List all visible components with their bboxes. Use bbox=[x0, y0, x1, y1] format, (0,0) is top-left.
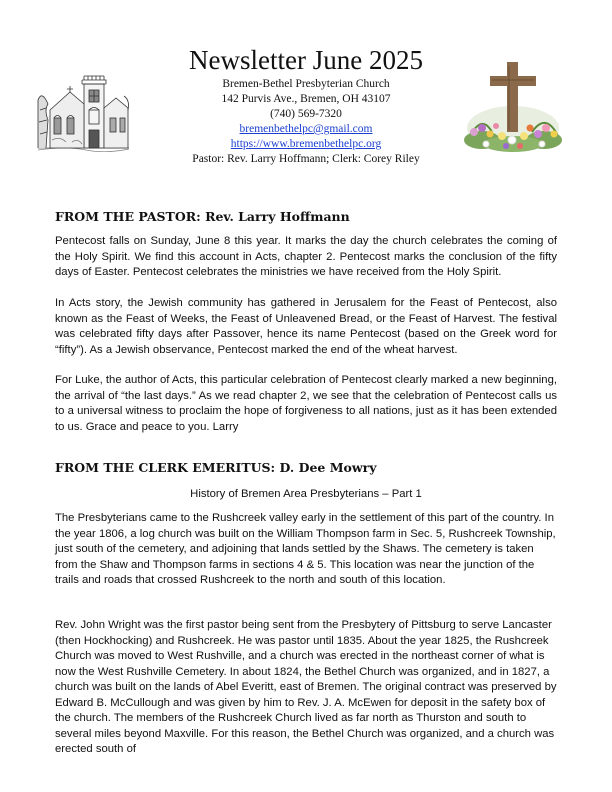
clerk-paragraph-1: The Presbyterians came to the Rushcreek valley early in the settlement of this part of the country. In the year 1806, a log church was built on the William Thompson farm in Sec. 5, Rushcreek Township, just south of the cemetery, and adjoining that lands settled by the Shaws. The cemetery is taken from the Shaw and Thompson farms in sections 4 & 5. This location was near the junction of the trails and roads that crossed Rushcreek to the north and south of this location. bbox=[55, 512, 556, 586]
cross-with-flowers-image bbox=[462, 58, 564, 154]
church-address: 142 Purvis Ave., Bremen, OH 43107 bbox=[221, 93, 391, 105]
clerk-paragraph-2: Rev. John Wright was the first pastor being sent from the Presbytery of Pittsburg to serve Lancaster (then Hockhocking) and Rushcreek. He was pastor until 1835. About the year 1825, the Rushcreek Church was moved to West Rushville, and a church was erected in the northeast corner of what is now the West Rushville Cemetery. In about 1824, the Bethel Church was organized, and in 1827, a church was built on the lands of Abel Everitt, east of Bremen. The original contract was preserved by Edward B. McCullough and was given by him to Rev. J. A. McEwen for deposit in the safety box of the church. The members of the Rushcreek Church lived as far north as Thurston and south to several miles beyond Maxville. For this reason, the Bethel Church was organized, and a church was erected south of bbox=[55, 619, 557, 755]
church-name: Bremen-Bethel Presbyterian Church bbox=[222, 78, 390, 90]
staff-line: Pastor: Rev. Larry Hoffmann; Clerk: Corey Riley bbox=[192, 153, 420, 165]
newsletter-title: Newsletter June 2025 bbox=[189, 45, 423, 75]
history-subtitle: History of Bremen Area Presbyterians – Part 1 bbox=[190, 488, 422, 500]
pastor-paragraph-3: For Luke, the author of Acts, this particular celebration of Pentecost clearly marked a new beginning, the arrival of “the last days.” As we read chapter 2, we see that the celebration of Pentecost calls us to a universal witness to proclaim the hope of forgiveness to all nations, just as it has been extended to us. Grace and peace to you. Larry bbox=[55, 374, 557, 433]
clerk-section-heading: FROM THE CLERK EMERITUS: D. Dee Mowry bbox=[55, 460, 377, 475]
pastor-section-heading: FROM THE PASTOR: Rev. Larry Hoffmann bbox=[55, 209, 350, 224]
newsletter-header bbox=[0, 0, 612, 175]
church-phone: (740) 569-7320 bbox=[270, 108, 342, 120]
email-link[interactable]: bremenbethelpc@gmail.com bbox=[239, 123, 373, 135]
website-link[interactable]: https://www.bremenbethelpc.org bbox=[230, 138, 382, 150]
pastor-paragraph-2: In Acts story, the Jewish community has gathered in Jerusalem for the Feast of Pentecost, also known as the Feast of Weeks, the Feast of Unleavened Bread, or the Feast of Harvest. The festival was celebrated fifty days after Passover, hence its name Pentecost (based on the Greek word for “fifty”). As a Jewish observance, Pentecost marked the end of the wheat harvest. bbox=[55, 297, 557, 356]
pastor-paragraph-1: Pentecost falls on Sunday, June 8 this year. It marks the day the church celebrates the coming of the Holy Spirit. We find this account in Acts, chapter 2. Pentecost marks the conclusion of the fifty days of Easter. Pentecost celebrates the ministries we have received from the Holy Spirit. bbox=[55, 235, 557, 278]
